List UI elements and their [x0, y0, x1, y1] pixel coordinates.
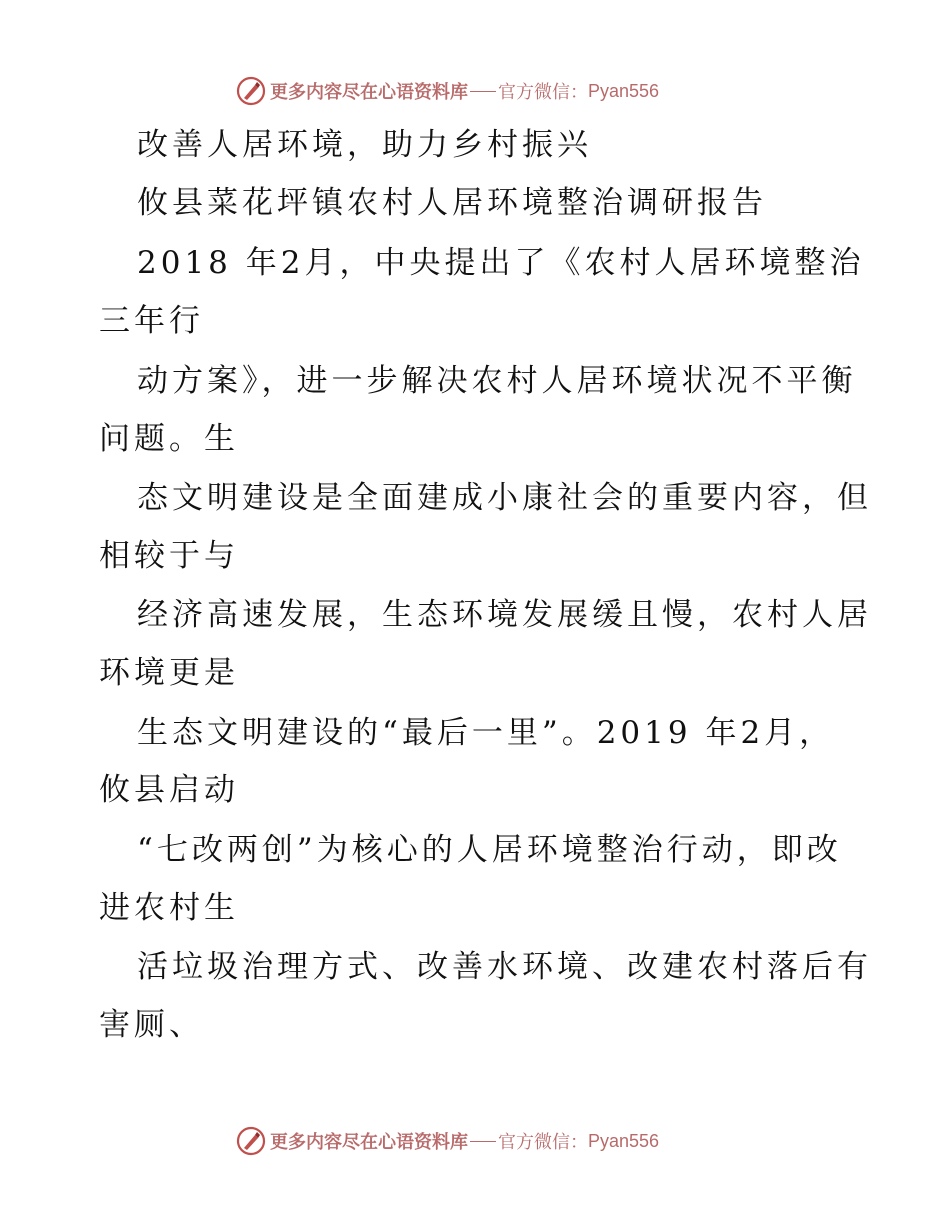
text-line: 经济高速发展，生态环境发展缓且慢，农村人居 — [137, 597, 872, 633]
watermark-site-text: 更多内容尽在心语资料库 — [270, 1132, 468, 1153]
text-line: 三年行 — [99, 303, 204, 339]
document-subtitle: 攸县菜花坪镇农村人居环境整治调研报告 — [137, 185, 767, 221]
text-line: 动方案》，进一步解决农村人居环境状况不平衡 — [137, 363, 857, 399]
watermark-label: 官方微信： — [498, 82, 588, 103]
document-title: 改善人居环境，助力乡村振兴 — [137, 127, 592, 163]
watermark-label: 官方微信： — [498, 1132, 588, 1153]
text-line: 态文明建设是全面建成小康社会的重要内容，但 — [137, 480, 872, 516]
watermark-wechat-id: Pyan556 — [588, 80, 660, 101]
text-line: 问题。生 — [99, 421, 239, 457]
text-line: 2018 年2月，中央提出了《农村人居环境整治 — [137, 245, 865, 281]
watermark-wechat-id: Pyan556 — [588, 1130, 660, 1151]
text-line: 活垃圾治理方式、改善水环境、改建农村落后有 — [137, 949, 872, 985]
footer-watermark — [236, 1124, 659, 1158]
pen-logo-icon — [236, 76, 266, 106]
header-watermark — [236, 74, 659, 108]
watermark-site-text: 更多内容尽在心语资料库 — [270, 82, 468, 103]
text-line: 攸县启动 — [99, 772, 239, 808]
watermark-dash — [470, 1141, 496, 1142]
text-line: 害厕、 — [99, 1007, 204, 1043]
pen-logo-icon — [236, 1126, 266, 1156]
text-line: “七改两创”为核心的人居环境整治行动，即改 — [137, 832, 842, 868]
text-line: 环境更是 — [99, 655, 239, 691]
text-line: 进农村生 — [99, 890, 239, 926]
text-line: 生态文明建设的“最后一里”。2019 年2月， — [137, 715, 835, 751]
text-line: 相较于与 — [99, 538, 239, 574]
watermark-dash — [470, 91, 496, 92]
